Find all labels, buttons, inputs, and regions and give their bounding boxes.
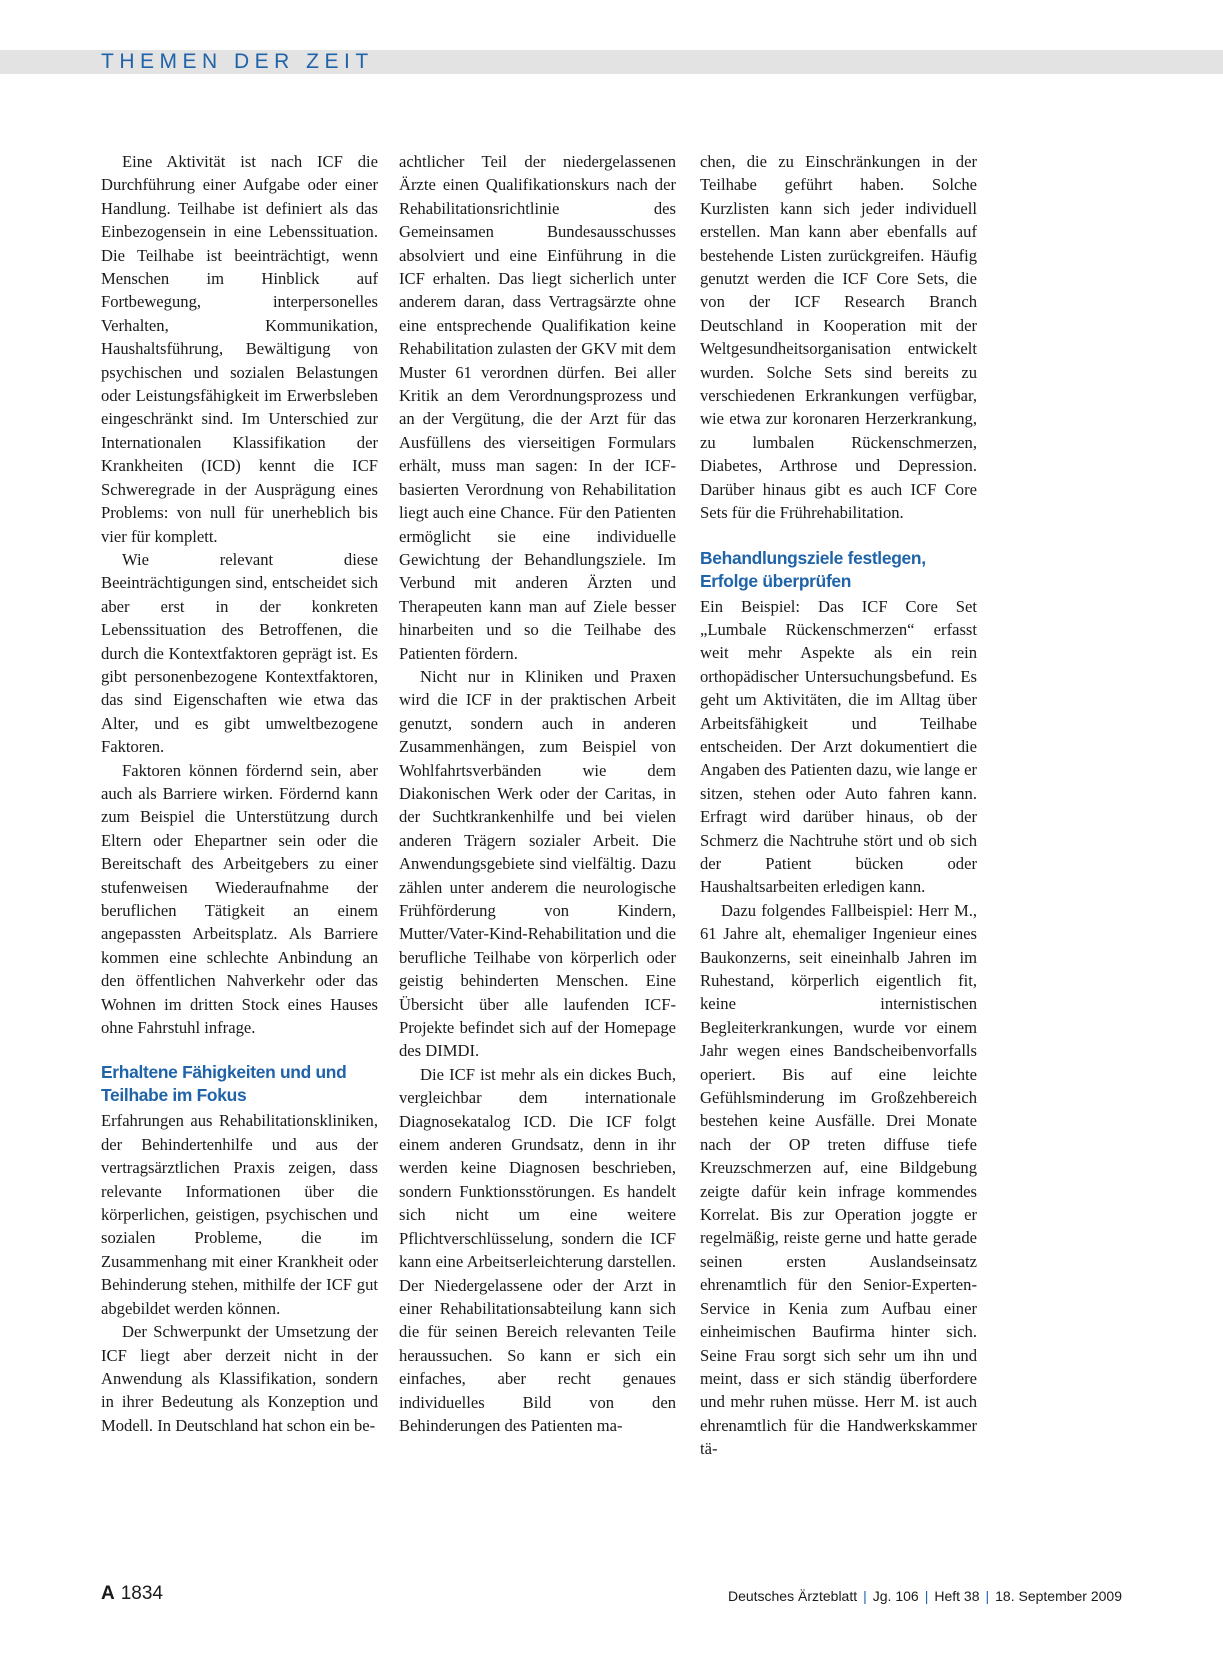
- subheading: Erhaltene Fähigkeiten und und Teilhabe im Fokus: [101, 1062, 347, 1106]
- paragraph: Erfahrungen aus Rehabilitationskliniken, der Behindertenhilfe und aus der vertragsärztlichen Praxis zeigen, dass relevante Informationen über die körperlichen, geistigen, psychischen und sozialen Probleme, die im Zusammenhang mit einer Krankheit oder Behinderung stehen, mithilfe der ICF gut abgebildet werden können.: [101, 1111, 378, 1318]
- separator: |: [924, 1588, 929, 1604]
- page-number: [101, 1582, 163, 1606]
- paragraph: Eine Aktivität ist nach ICF die Durchführung einer Aufgabe oder einer Handlung. Teilhabe ist definiert als das Einbezogensein in eine Lebenssituation. Die Teilhabe ist beeinträchtigt, wenn Menschen im Hinblick auf Fortbewegung, interpersonelles Verhalten, Kommunikation, Haushaltsführung, Bewältigung von psychischen und sozialen Belastungen oder Leistungsfähigkeit im Erwerbsleben eingeschränkt sind. Im Unterschied zur Internationalen Klassifikation der Krankheiten (ICD) kennt die ICF Schweregrade in der Ausprägung eines Problems: von null für unerheblich bis vier für komplett.: [101, 152, 378, 546]
- article-column-1: [101, 150, 378, 1437]
- journal-issue: Heft 38: [934, 1588, 980, 1604]
- separator: |: [985, 1588, 990, 1604]
- journal-date: 18. September 2009: [995, 1588, 1122, 1604]
- paragraph: Dazu folgendes Fallbeispiel: Herr M., 61 Jahre alt, ehemaliger Ingenieur eines Baukonzerns, seit eineinhalb Jahren im Ruhestand, körperlich eigentlich fit, keine internistischen Begleiterkrankungen, wurde vor einem Jahr wegen eines Bandscheibenvorfalls operiert. Bis auf eine leichte Gefühlsminderung im Großzehbereich bestehen keine Ausfälle. Drei Monate nach der OP treten diffuse tiefe Kreuzschmerzen auf, eine Bildgebung zeigte dafür kein infrage kommendes Korrelat. Bis zur Operation joggte er regelmäßig, reiste gerne und hatte gerade seinen ersten Auslandseinsatz ehrenamtlich für den Senior-Experten-Service in Kenia zum Aufbau einer einheimischen Baufirma hinter sich. Seine Frau sorgt sich sehr um ihn und meint, dass er sich ständig überfordere und mehr ruhen müsse. Herr M. ist auch ehrenamtlich für die Handwerkskammer tä-: [700, 900, 977, 1459]
- page-number-value: 1834: [120, 1583, 164, 1604]
- article-column-2: [399, 150, 676, 1437]
- paragraph: Faktoren können fördernd sein, aber auch als Barriere wirken. Fördernd kann zum Beispiel die Unterstützung durch Eltern oder Ehepartner sein oder die Bereitschaft des Arbeitgebers zu einer stufenweisen Wiederaufnahme der beruflichen Tätigkeit an einem angepassten Arbeitsplatz. Als Barriere kommen eine schlechte Anbindung an den öffentlichen Nahverkehr oder das Wohnen im dritten Stock eines Hauses ohne Fahrstuhl infrage.: [101, 760, 378, 1038]
- journal-name: Deutsches Ärzteblatt: [727, 1588, 858, 1604]
- paragraph: achtlicher Teil der niedergelassenen Ärzte einen Qualifikationskurs nach der Rehabilitationsrichtlinie des Gemeinsamen Bundesausschusses absolviert und eine Einführung in die ICF erhalten. Das liegt sicherlich unter anderem daran, dass Vertragsärzte ohne eine entsprechende Qualifikation keine Rehabilitation zulasten der GKV mit dem Muster 61 verordnen dürfen. Bei aller Kritik an dem Verordnungsprozess und an der Vergütung, die der Arzt für das Ausfüllens des vierseitigen Formulars erhält, muss man sagen: In der ICF-basierten Verordnung von Rehabilitation liegt auch eine Chance. Für den Patienten ermöglicht sie eine individuelle Gewichtung der Behandlungsziele. Im Verbund mit anderen Ärzten und Therapeuten kann man auf Ziele besser hinarbeiten und so die Teilhabe des Patienten fördern.: [399, 152, 676, 663]
- paragraph: Ein Beispiel: Das ICF Core Set „Lumbale Rückenschmerzen“ erfasst weit mehr Aspekte als ein rein orthopädischer Untersuchungsbefund. Es geht um Aktivitäten, die im Alltag über Arbeitsfähigkeit und Teilhabe entscheiden. Der Arzt dokumentiert die Angaben des Patienten dazu, wie lange er sitzen, stehen oder Auto fahren kann. Erfragt wird darüber hinaus, ob der Schmerz die Nachtruhe stört und ob sich der Patient bücken oder Haushaltsarbeiten erledigen kann.: [700, 596, 977, 897]
- journal-citation: [728, 1587, 1122, 1605]
- article-column-3: [700, 150, 977, 1461]
- separator: |: [863, 1588, 867, 1604]
- paragraph: Wie relevant diese Beeinträchtigungen sind, entscheidet sich aber erst in der konkreten Lebenssituation des Betroffenen, die durch die Kontextfaktoren geprägt ist. Es gibt personenbezogene Kontextfaktoren, das sind Eigenschaften wie etwa das Alter, und es gibt umweltbezogene Faktoren.: [101, 549, 378, 757]
- paragraph: chen, die zu Einschränkungen in der Teilhabe geführt haben. Solche Kurzlisten kann sich jeder individuell erstellen. Man kann aber ebenfalls auf bestehende Listen zurückgreifen. Häufig genutzt werden die ICF Core Sets, die von der ICF Research Branch Deutschland in Kooperation mit der Weltgesundheitsorganisation entwickelt wurden. Solche Sets sind bereits zu verschiedenen Erkrankungen verfügbar, wie etwa zur koronaren Herzerkrankung, zu lumbalen Rückenschmerzen, Diabetes, Arthrose und Depression. Darüber hinaus gibt es auch ICF Core Sets für die Frührehabilitation.: [700, 152, 977, 523]
- section-title: THEMEN DER ZEIT: [101, 50, 374, 73]
- subheading: Behandlungsziele festlegen, Erfolge überprüfen: [700, 547, 926, 591]
- paragraph: Der Schwerpunkt der Umsetzung der ICF liegt aber derzeit nicht in der Anwendung als Klassifikation, sondern in ihrer Bedeutung als Konzeption und Modell. In Deutschland hat schon ein be-: [101, 1322, 378, 1435]
- paragraph: Die ICF ist mehr als ein dickes Buch, vergleichbar dem internationale Diagnosekatalog ICD. Die ICF folgt einem anderen Grundsatz, denn in ihr werden keine Diagnosen beschrieben, sondern Funktionsstörungen. Es handelt sich nicht um eine weitere Pflichtverschlüsselung, sondern die ICF kann eine Arbeitserleichterung darstellen. Der Niedergelassene oder der Arzt in einer Rehabilitationsabteilung kann sich die für seinen Bereich relevanten Teile heraussuchen. So kann er sich ein einfaches, aber recht genaues individuelles Bild von den Behinderungen des Patienten ma-: [399, 1064, 676, 1435]
- journal-volume: Jg. 106: [872, 1588, 919, 1604]
- page-letter: A: [101, 1583, 115, 1604]
- paragraph: Nicht nur in Kliniken und Praxen wird die ICF in der praktischen Arbeit genutzt, sondern auch in anderen Zusammenhängen, zum Beispiel von Wohlfahrtsverbänden wie dem Diakonischen Werk oder der Caritas, in der Suchtkrankenhilfe und bei vielen anderen Trägern sozialer Arbeit. Die Anwendungsgebiete sind vielfältig. Dazu zählen unter anderem die neurologische Frühförderung von Kindern, Mutter/Vater-Kind-Rehabilitation und die berufliche Teilhabe von körperlich oder geistig behinderten Menschen. Eine Übersicht über alle laufenden ICF-Projekte befindet sich auf der Homepage des DIMDI.: [399, 666, 676, 1061]
